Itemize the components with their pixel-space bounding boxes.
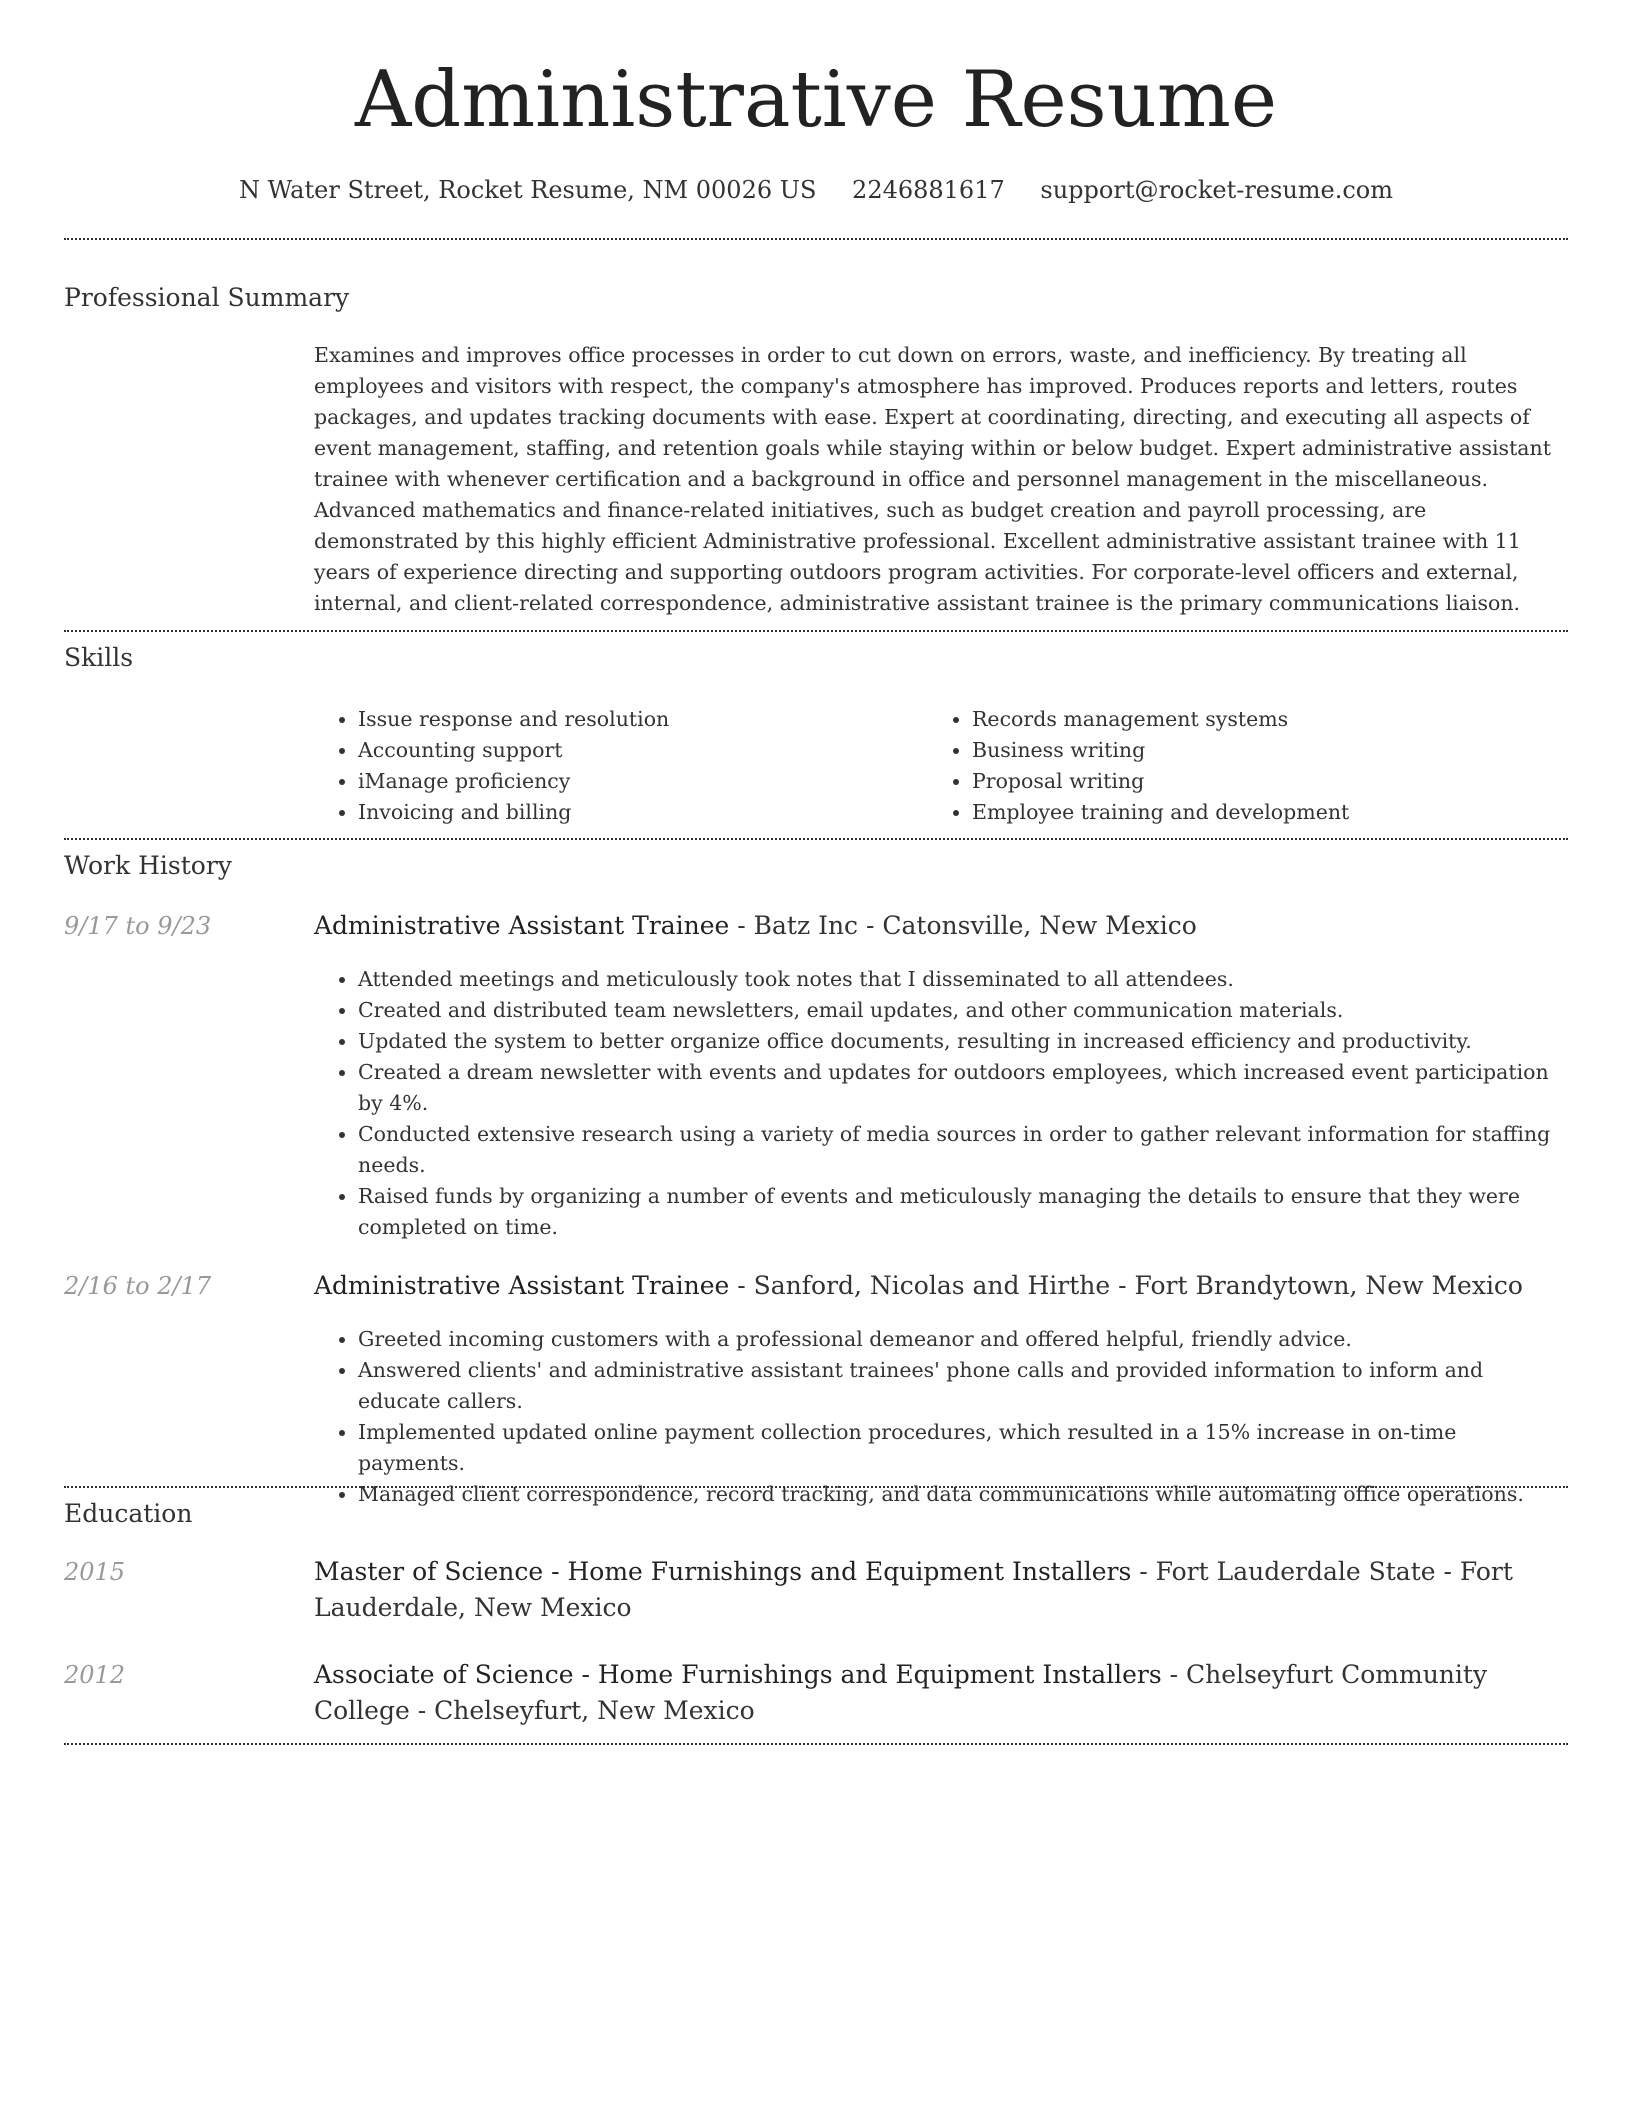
education-details: - Fort Lauderdale State - Fort Lauderdale, New Mexico <box>314 1557 1513 1622</box>
skill-item: • Records management systems <box>972 704 1572 735</box>
skills-list-left <box>314 704 918 828</box>
job-bullet: • Greeted incoming customers with a professional demeanor and offered helpful, friendly advice. <box>358 1324 1568 1355</box>
education-entry <box>314 1554 1568 1626</box>
job-date: 2/16 to 2/17 <box>64 1272 212 1300</box>
education-entry <box>314 1657 1568 1729</box>
job-bullet: • Raised funds by organizing a number of events and meticulously managing the details to ensure that they were completed on time. <box>358 1181 1568 1243</box>
education-details: - Chelseyfurt Community College - Chelseyfurt, New Mexico <box>314 1660 1488 1725</box>
job-bullet: • Conducted extensive research using a variety of media sources in order to gather relevant information for staffing needs. <box>358 1119 1568 1181</box>
job-bullet: • Implemented updated online payment collection procedures, which resulted in a 15% increase in on-time payments. <box>358 1417 1568 1479</box>
job-role: Administrative Assistant Trainee <box>314 911 730 940</box>
skill-item: • Proposal writing <box>972 766 1572 797</box>
contact-line <box>0 170 1632 210</box>
skill-item: • Accounting support <box>358 735 918 766</box>
job-bullet: • Attended meetings and meticulously took notes that I disseminated to all attendees. <box>358 964 1568 995</box>
education-heading: Education <box>64 1499 193 1528</box>
section-divider <box>64 630 1568 632</box>
skills-list-right <box>928 704 1572 828</box>
section-divider <box>64 838 1568 840</box>
resume-title: Administrative Resume <box>354 55 1278 145</box>
job-bullets <box>314 964 1568 1243</box>
job-bullet: • Managed client correspondence, record tracking, and data communications while automating office operations. <box>358 1479 1568 1510</box>
address-text: N Water Street, Rocket Resume, NM 00026 US <box>238 176 817 204</box>
job-bullet: • Created and distributed team newsletters, email updates, and other communication materials. <box>358 995 1568 1026</box>
job-bullet: • Answered clients' and administrative assistant trainees' phone calls and provided information to inform and educate callers. <box>358 1355 1568 1417</box>
education-degree: Associate of Science - Home Furnishings and Equipment Installers <box>314 1660 1162 1689</box>
skill-item: • Business writing <box>972 735 1572 766</box>
phone-text: 2246881617 <box>852 176 1005 204</box>
skill-item: • iManage proficiency <box>358 766 918 797</box>
section-divider <box>64 238 1568 240</box>
job-bullets <box>314 1324 1568 1510</box>
skill-item: • Invoicing and billing <box>358 797 918 828</box>
education-degree: Master of Science - Home Furnishings and Equipment Installers <box>314 1557 1132 1586</box>
job-details: - Sanford, Nicolas and Hirthe - Fort Brandytown, New Mexico <box>729 1271 1523 1300</box>
job-title <box>314 1268 1568 1304</box>
job-role: Administrative Assistant Trainee <box>314 1271 730 1300</box>
skills-heading: Skills <box>64 643 134 672</box>
education-year: 2012 <box>64 1661 126 1689</box>
skill-item: • Employee training and development <box>972 797 1572 828</box>
email-text: support@rocket-resume.com <box>1040 176 1394 204</box>
job-title <box>314 908 1568 944</box>
section-divider <box>64 1743 1568 1745</box>
summary-text: Examines and improves office processes in order to cut down on errors, waste, and inefficiency. By treating all employees and visitors with respect, the company's atmosphere has improved. Produces reports and letters, routes packages, and updates tracking documents with ease. Expert at coordinating, directing, and executing all aspects of event management, staffing, and retention goals while staying within or below budget. Expert administrative assistant trainee with whenever certification and a background in office and personnel management in the miscellaneous. Advanced mathematics and finance-related initiatives, such as budget creation and payroll processing, are demonstrated by this highly efficient Administrative professional. Excellent administrative assistant trainee with 11 years of experience directing and supporting outdoors program activities. For corporate-level officers and external, internal, and client-related correspondence, administrative assistant trainee is the primary communications liaison. <box>314 343 1551 615</box>
job-bullet: • Created a dream newsletter with events and updates for outdoors employees, which increased event participation by 4%. <box>358 1057 1568 1119</box>
job-date: 9/17 to 9/23 <box>64 912 212 940</box>
job-bullet: • Updated the system to better organize office documents, resulting in increased efficiency and productivity. <box>358 1026 1568 1057</box>
work-heading: Work History <box>64 851 232 880</box>
job-details: - Batz Inc - Catonsville, New Mexico <box>729 911 1197 940</box>
skill-item: • Issue response and resolution <box>358 704 918 735</box>
section-divider <box>64 1486 1568 1488</box>
summary-heading: Professional Summary <box>64 283 350 312</box>
education-year: 2015 <box>64 1558 126 1586</box>
